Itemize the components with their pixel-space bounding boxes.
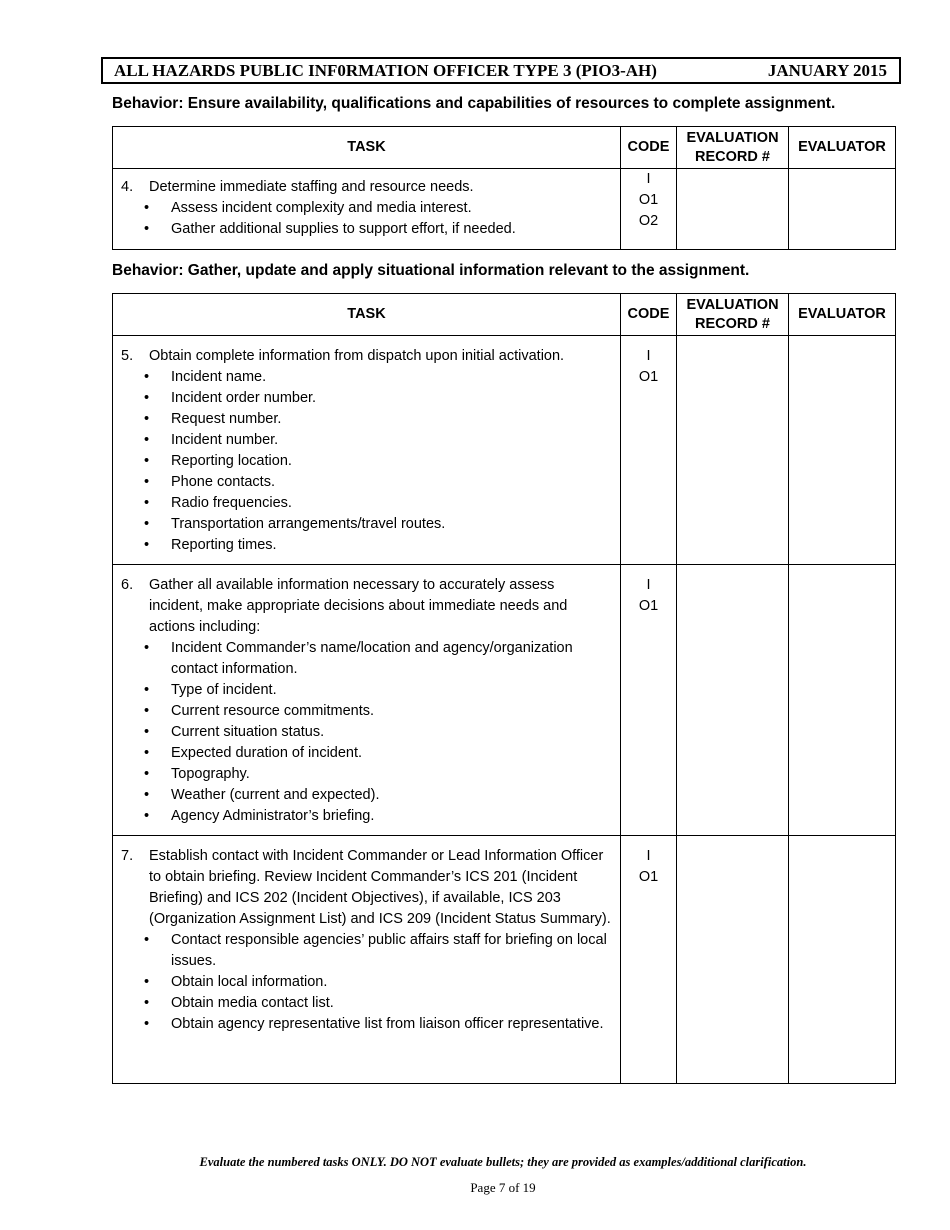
task-text: Obtain complete information from dispatch upon initial activation. xyxy=(149,348,565,364)
page-number: Page 7 of 19 xyxy=(470,1180,536,1195)
evaluator-cell[interactable] xyxy=(789,836,896,1084)
list-item: • Incident name. xyxy=(144,369,267,385)
list-item: • Obtain media contact list. xyxy=(144,995,334,1011)
list-item: • Gather additional supplies to support effort, if needed. xyxy=(144,221,516,237)
list-item: • Phone contacts. xyxy=(144,474,275,490)
list-item: • Current resource commitments. xyxy=(144,703,375,719)
list-item: • Weather (current and expected). xyxy=(144,787,380,803)
evaluation-record-cell[interactable] xyxy=(677,836,789,1084)
task-number: 4. xyxy=(121,179,134,195)
evaluator-column-header: EVALUATOR xyxy=(789,294,896,336)
list-item: • Agency Administrator’s briefing. xyxy=(144,808,375,824)
list-item: • Obtain agency representative list from liaison officer representative. xyxy=(144,1016,604,1032)
task-column-header: TASK xyxy=(113,127,621,169)
evaluator-cell[interactable] xyxy=(789,565,896,836)
evaluation-record-cell[interactable] xyxy=(677,565,789,836)
footer-instruction: Evaluate the numbered tasks ONLY. DO NOT evaluate bullets; they are provided as examples/additional clarification. xyxy=(199,1155,807,1169)
evaluation-record-column-header: EVALUATION RECORD # xyxy=(677,127,789,169)
task-cell xyxy=(113,169,621,250)
code-column-header: CODE xyxy=(621,127,677,169)
list-item: • Type of incident. xyxy=(144,682,277,698)
evaluator-column-header: EVALUATOR xyxy=(789,127,896,169)
list-item: • Incident number. xyxy=(144,432,279,448)
bullet-list xyxy=(121,367,612,556)
table-row xyxy=(113,169,896,250)
document-header xyxy=(101,57,901,84)
evaluator-cell[interactable] xyxy=(789,336,896,565)
evaluation-record-cell[interactable] xyxy=(677,169,789,250)
task-cell xyxy=(113,836,621,1084)
code-cell: I O1 xyxy=(621,336,677,565)
table-header-row xyxy=(113,127,896,169)
task-number: 6. xyxy=(121,577,134,593)
list-item: • Incident Commander’s name/location and agency/organization contact information. xyxy=(144,640,573,677)
bullet-list xyxy=(121,638,612,827)
task-text: Determine immediate staffing and resource needs. xyxy=(149,179,474,195)
table-row xyxy=(113,336,896,565)
list-item: • Request number. xyxy=(144,411,282,427)
task-column-header: TASK xyxy=(113,294,621,336)
table-header-row xyxy=(113,294,896,336)
task-text: Establish contact with Incident Commander or Lead Information Officer to obtain briefing. Review Incident Commander’s ICS 201 (Incident Briefing) and ICS 202 (Incident Objectives), if available, ICS 203 (Organization Assignment List) and ICS 209 (Incident Status Summary). xyxy=(149,848,611,927)
bullet-list xyxy=(121,198,612,240)
list-item: • Contact responsible agencies’ public affairs staff for briefing on local issues. xyxy=(144,932,607,969)
task-number: 5. xyxy=(121,348,134,364)
list-item: • Reporting location. xyxy=(144,453,292,469)
document-date: JANUARY 2015 xyxy=(767,60,887,80)
task-table-1 xyxy=(112,126,896,250)
document-title: ALL HAZARDS PUBLIC INF0RMATION OFFICER TYPE 3 (PIO3-AH) xyxy=(114,60,657,80)
task-cell xyxy=(113,336,621,565)
list-item: • Transportation arrangements/travel routes. xyxy=(144,516,446,532)
evaluation-record-column-header: EVALUATION RECORD # xyxy=(677,294,789,336)
behavior-heading-2: Behavior: Gather, update and apply situational information relevant to the assignment. xyxy=(112,262,750,279)
code-cell: I O1 O2 xyxy=(621,169,677,250)
list-item: • Current situation status. xyxy=(144,724,325,740)
code-column-header: CODE xyxy=(621,294,677,336)
list-item: • Obtain local information. xyxy=(144,974,328,990)
list-item: • Incident order number. xyxy=(144,390,317,406)
task-cell xyxy=(113,565,621,836)
list-item: • Radio frequencies. xyxy=(144,495,292,511)
evaluation-record-cell[interactable] xyxy=(677,336,789,565)
list-item: • Expected duration of incident. xyxy=(144,745,363,761)
table-row xyxy=(113,565,896,836)
table-row xyxy=(113,836,896,1084)
list-item: • Assess incident complexity and media interest. xyxy=(144,200,472,216)
code-cell: I O1 xyxy=(621,836,677,1084)
task-number: 7. xyxy=(121,848,134,864)
code-cell: I O1 xyxy=(621,565,677,836)
task-text: Gather all available information necessary to accurately assess incident, make appropriate decisions about immediate needs and actions including: xyxy=(149,577,568,635)
list-item: • Topography. xyxy=(144,766,250,782)
task-table-2 xyxy=(112,293,896,1084)
bullet-list xyxy=(121,930,612,1035)
list-item: • Reporting times. xyxy=(144,537,277,553)
evaluator-cell[interactable] xyxy=(789,169,896,250)
behavior-heading-1: Behavior: Ensure availability, qualifications and capabilities of resources to complete assignment. xyxy=(112,95,836,112)
